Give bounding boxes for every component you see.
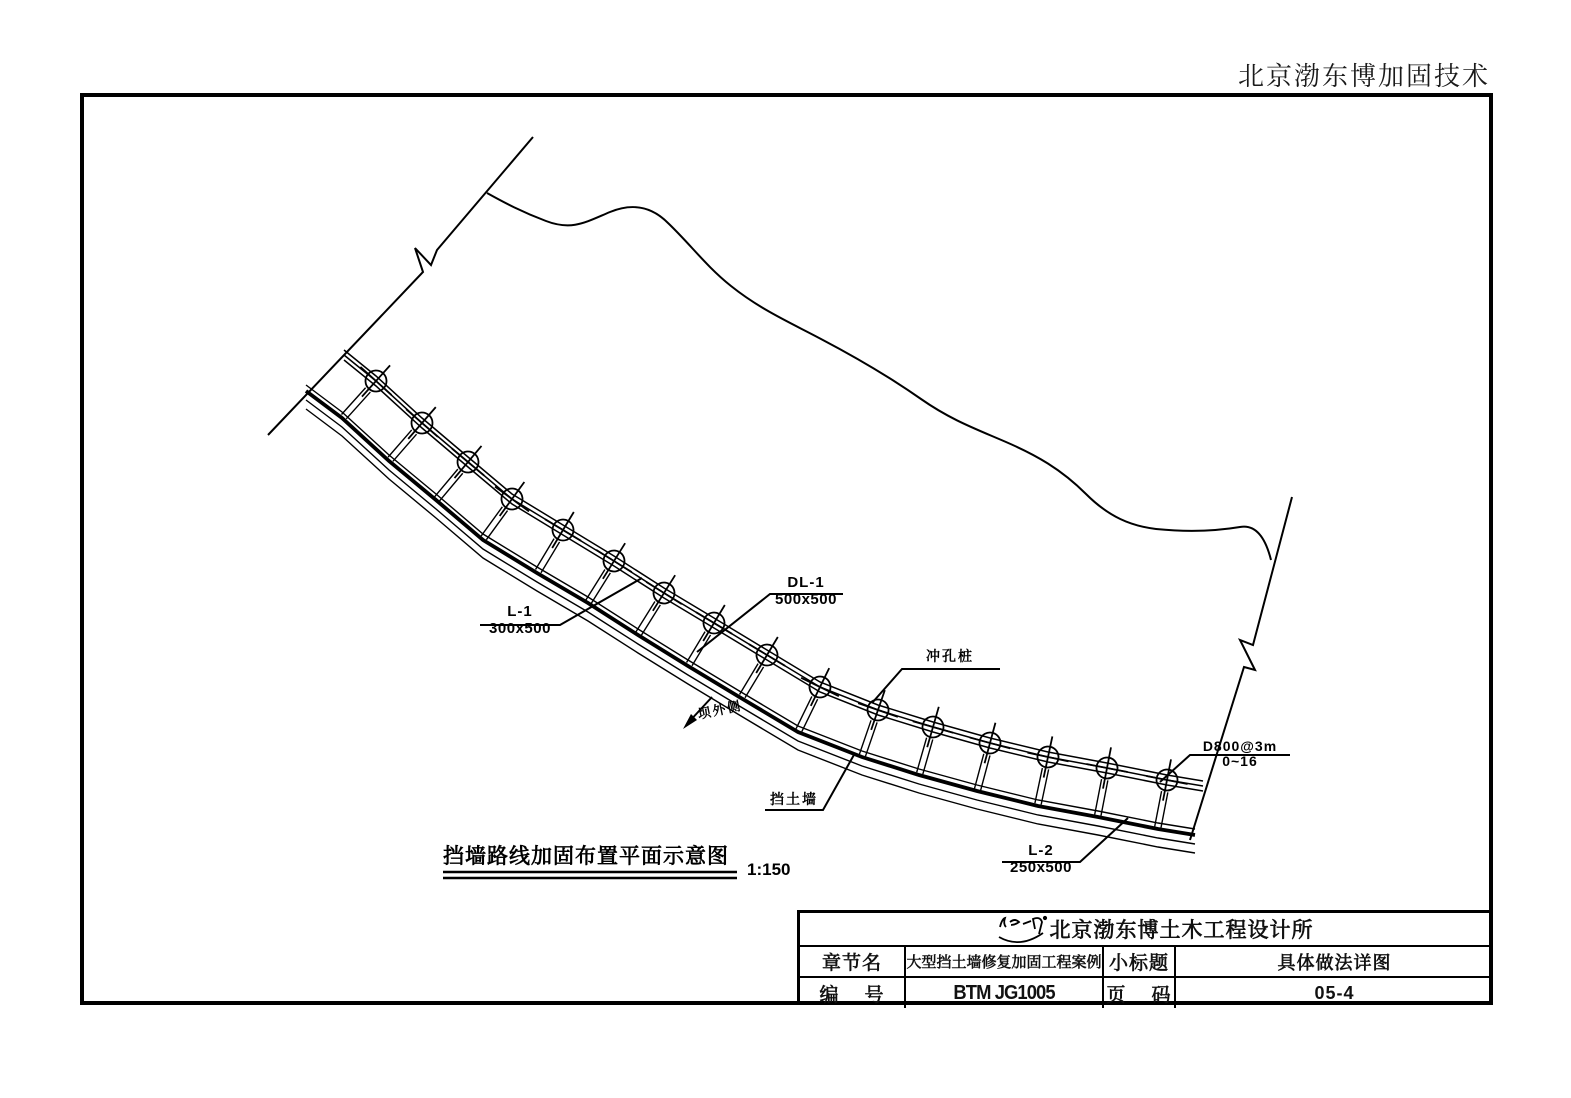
label-dl1 <box>756 575 856 608</box>
tie-beam <box>802 699 818 731</box>
wall-back-line-1 <box>306 400 1195 844</box>
drawing-title: 挡墙路线加固布置平面示意图 <box>443 845 729 868</box>
tie-beam <box>586 569 605 600</box>
drawing-scale: 1:150 <box>747 860 791 879</box>
label-l2 <box>991 843 1091 876</box>
title-block-company-row <box>800 913 1493 947</box>
label-dam-outside: 坝外侧 <box>696 697 744 722</box>
subtitle-label: 小标题 <box>1108 953 1169 974</box>
dl1-name: DL-1 <box>787 574 825 591</box>
dl1-size: 500x500 <box>775 590 837 608</box>
pile-spec: D800@3m <box>1202 738 1278 754</box>
tie-beam <box>641 605 660 636</box>
break-line-right <box>1190 497 1292 840</box>
l2-size: 250x500 <box>1010 858 1072 876</box>
retaining-wall-band <box>306 350 1203 853</box>
label-retaining-wall: 挡土墙 <box>770 791 818 807</box>
chapter-label: 章节名 <box>821 953 882 974</box>
tie-beam <box>541 542 560 573</box>
tie-beam <box>745 667 764 698</box>
tie-beam <box>636 601 655 632</box>
beam-line-1 <box>344 355 1203 786</box>
leader-pile <box>872 669 1000 703</box>
tie-beam <box>692 635 711 666</box>
title-block-grid <box>800 947 1493 1008</box>
tie-beam <box>796 696 812 728</box>
subtitle-value: 具体做法详图 <box>1277 952 1392 973</box>
label-l1 <box>470 604 570 637</box>
page-label: 页 码 <box>1106 984 1172 1006</box>
l1-size: 300x500 <box>489 619 551 637</box>
label-punched-pile: 冲孔桩 <box>926 648 974 664</box>
pile-symbol <box>957 717 1015 795</box>
tie-beam <box>859 720 871 754</box>
number-value: BTM JG1005 <box>953 981 1055 1004</box>
pile-symbol <box>1137 755 1191 831</box>
tie-beam <box>536 539 555 570</box>
brand-header: 北京渤东博加固技术 <box>1237 62 1490 92</box>
wall-back-line-2 <box>306 409 1195 853</box>
pile-range: 0~16 <box>1222 753 1258 770</box>
pile-symbol <box>328 351 405 430</box>
pile-symbol <box>1077 743 1131 819</box>
wall-face-thick <box>306 391 1195 835</box>
number-label: 编 号 <box>819 984 885 1006</box>
l2-name: L-2 <box>1028 842 1054 859</box>
company-name: 北京渤东博土木工程设计所 <box>1049 917 1314 942</box>
wall-top-line <box>306 385 1195 829</box>
label-pile-spec <box>1186 739 1294 770</box>
page-value: 05-4 <box>1314 982 1355 1003</box>
l1-name: L-1 <box>507 603 533 620</box>
chapter-value: 大型挡土墙修复加固工程案例 <box>906 954 1102 971</box>
tie-beam <box>740 664 759 695</box>
tie-beam <box>1155 791 1162 826</box>
tie-beam <box>1035 768 1042 803</box>
title-block <box>797 910 1493 1005</box>
terrain-line <box>487 193 1271 560</box>
pile-symbol <box>900 701 959 779</box>
tie-beam <box>1095 779 1102 814</box>
